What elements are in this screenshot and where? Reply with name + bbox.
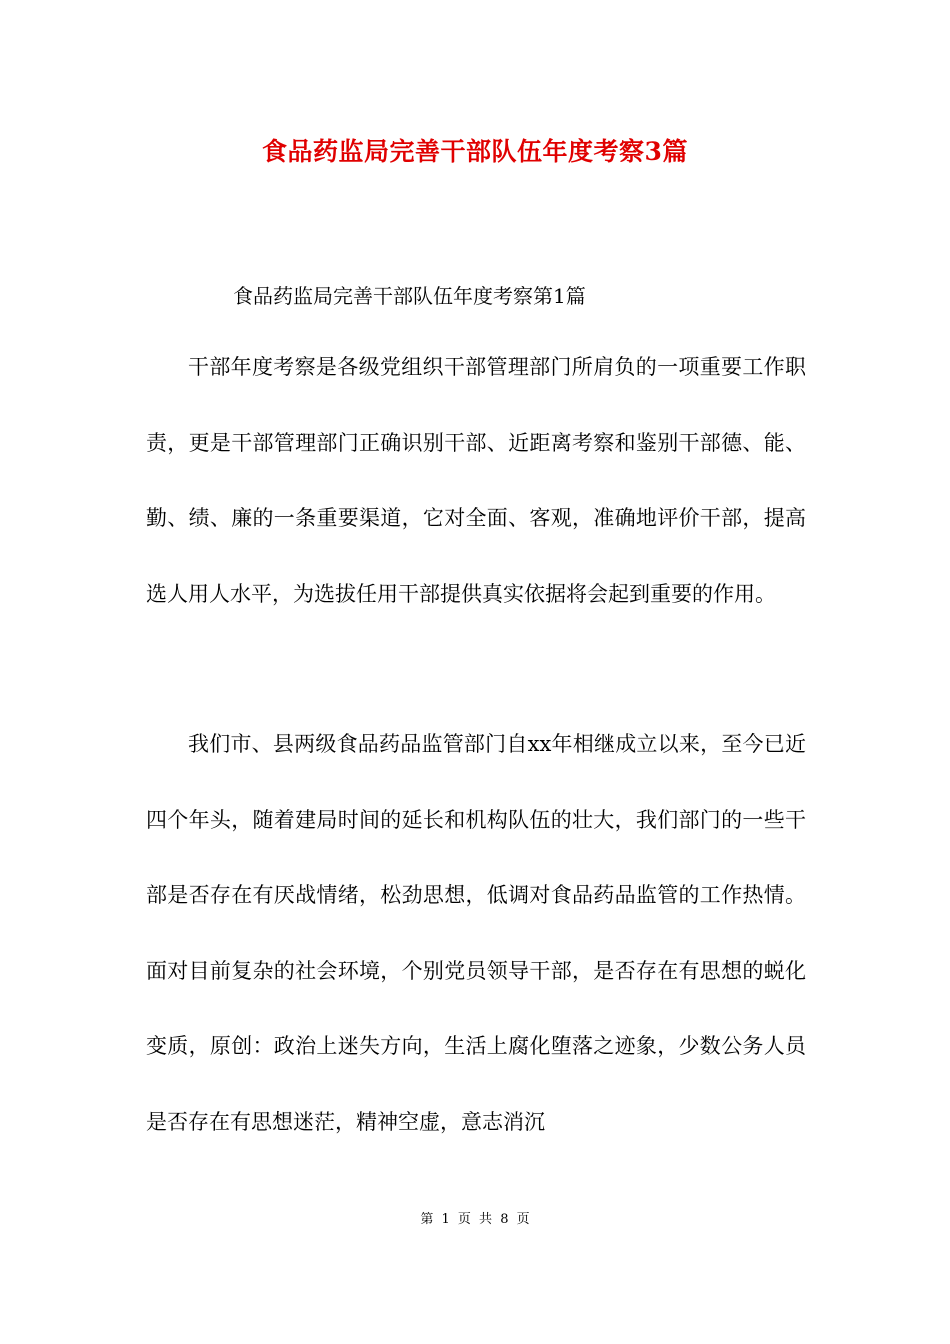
page-footer: 第 1 页 共 8 页 xyxy=(420,1212,530,1227)
body-paragraph-2: 我们市、县两级食品药品监管部门自xx年相继成立以来，至今已近四个年头，随着建局时间的延长和机构队伍的壮大，我们部门的一些干部是否存在有厌战情绪，松劲思想，低调对食品药品监管的工作热情。面对目前复杂的社会环境，个别党员领导干部，是否存在有思想的蜕化变质，原创：政治上迷失方向，生活上腐化堕落之迹象，少数公务人员是否存在有思想迷茫，精神空虚，意志消沉 xyxy=(146,732,806,1134)
document-title: 食品药监局完善干部队伍年度考察3篇 xyxy=(262,137,688,166)
section-subtitle: 食品药监局完善干部队伍年度考察第1篇 xyxy=(233,284,586,308)
body-paragraph-1: 干部年度考察是各级党组织干部管理部门所肩负的一项重要工作职责，更是干部管理部门正确识别干部、近距离考察和鉴别干部德、能、勤、绩、廉的一条重要渠道，它对全面、客观，准确地评价干部，提高选人用人水平，为选拔任用干部提供真实依据将会起到重要的作用。 xyxy=(146,355,806,606)
